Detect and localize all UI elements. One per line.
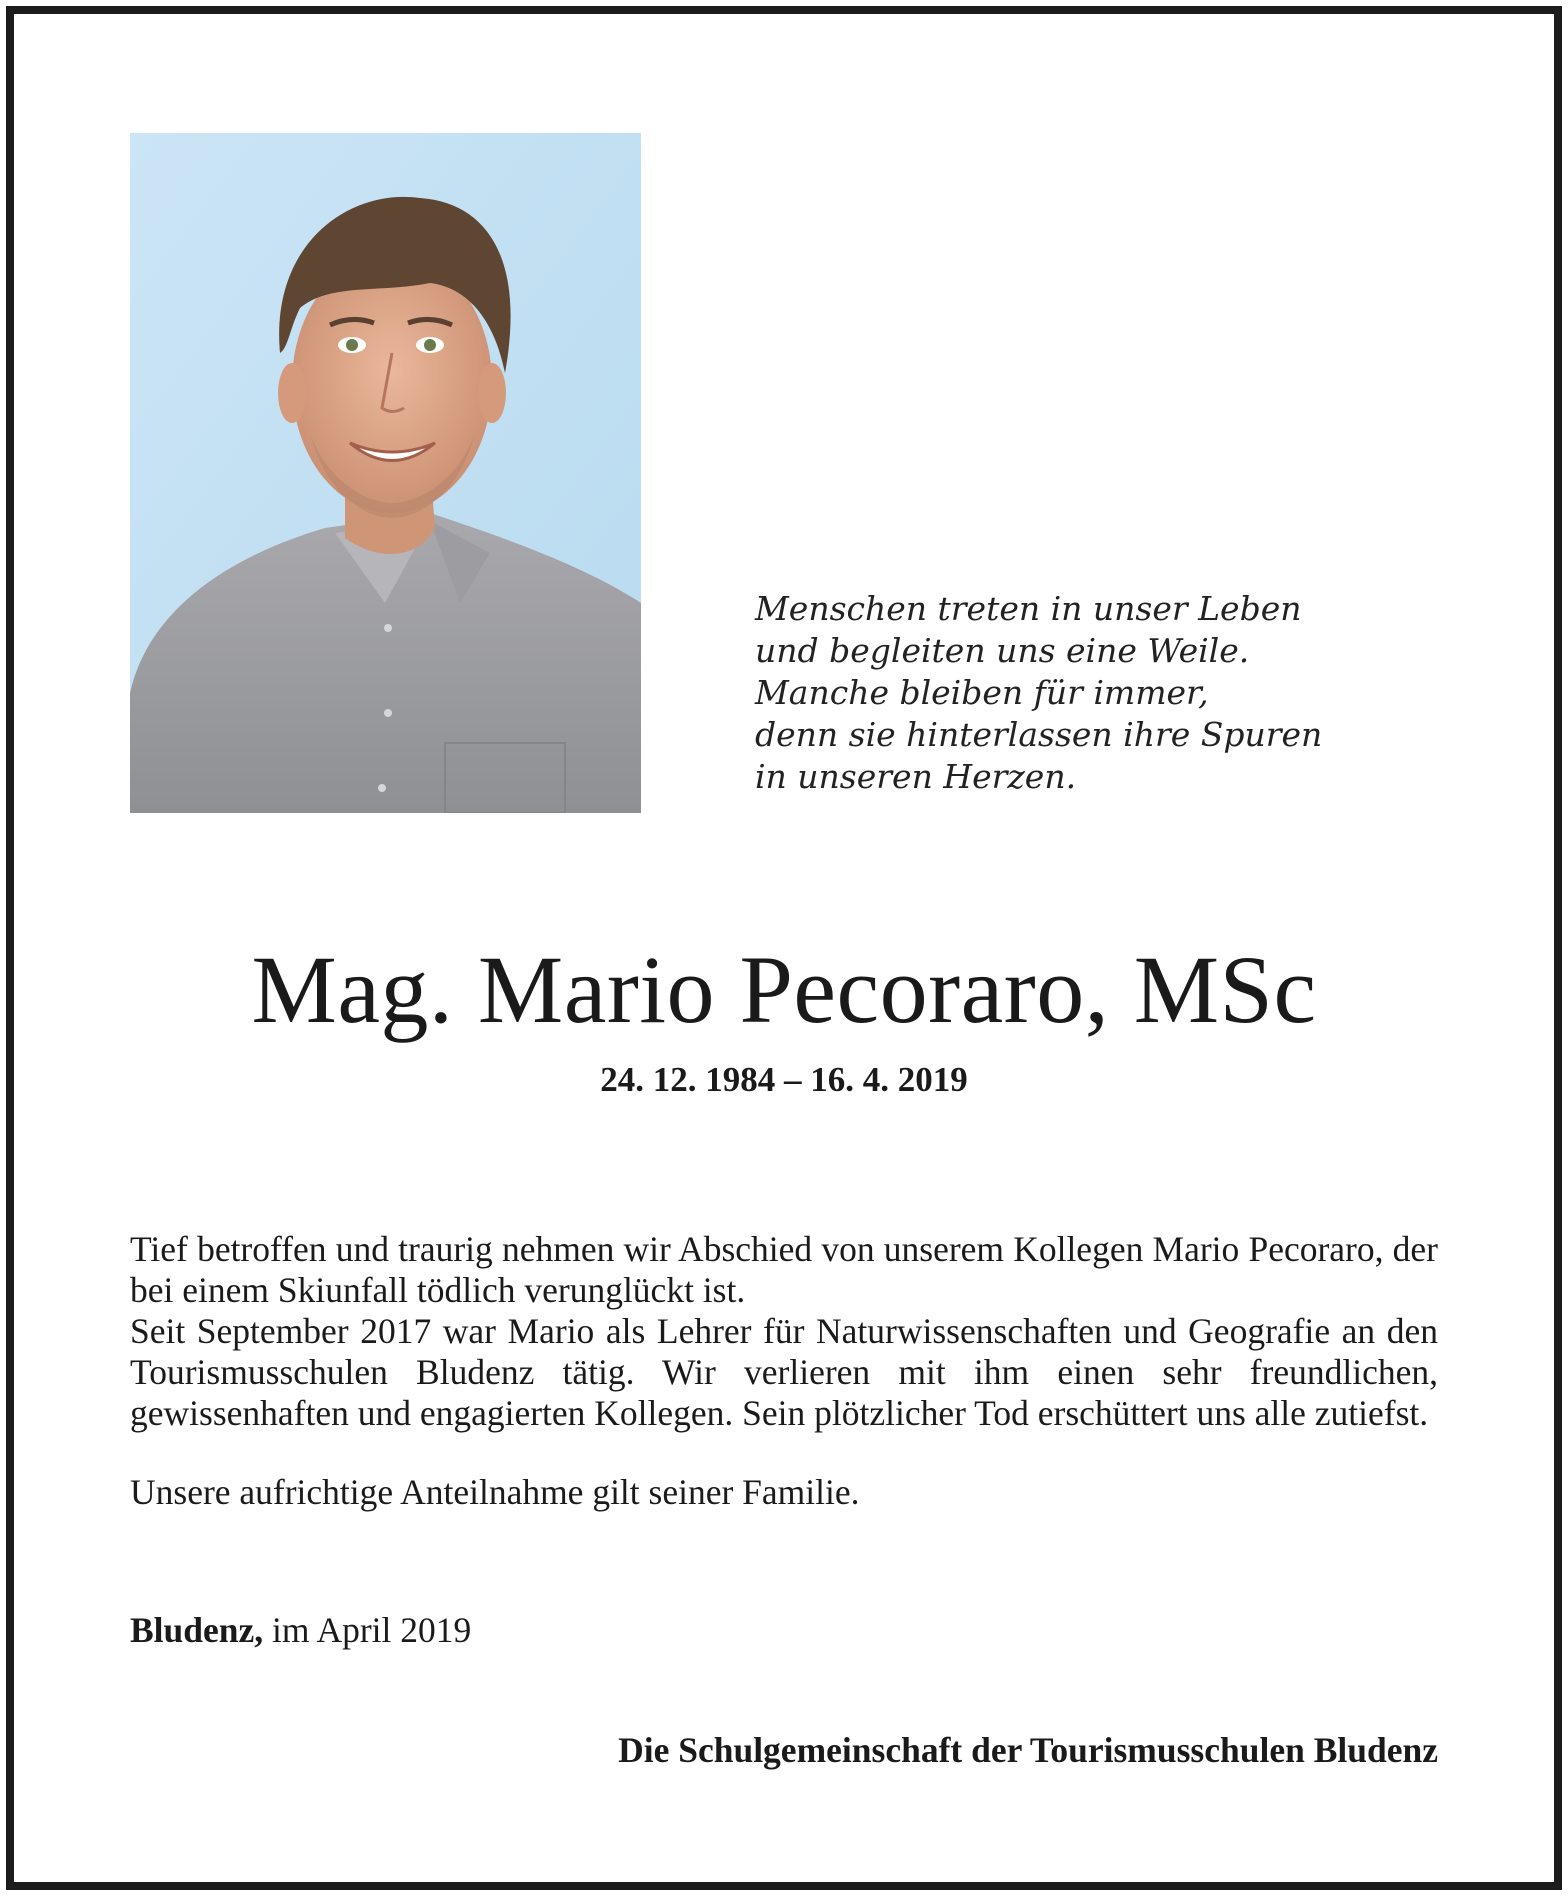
life-dates: 24. 12. 1984 – 16. 4. 2019 (600, 1060, 968, 1099)
place: Bludenz, (130, 1610, 264, 1650)
poem-line: Manche bleiben für immer, (755, 673, 1209, 712)
date: im April 2019 (272, 1610, 472, 1650)
memorial-poem (755, 588, 1323, 798)
condolence-message (130, 1229, 1438, 1513)
message-paragraph: Tief betroffen und traurig nehmen wir Abschied von unserem Kollegen Mario Pecoraro, der bei einem Skiunfall tödlich verunglückt ist. (130, 1229, 1438, 1310)
signature: Die Schulgemeinschaft der Tourismusschulen Bludenz (618, 1730, 1438, 1770)
message-paragraph: Unsere aufrichtige Anteilnahme gilt seiner Familie. (130, 1472, 860, 1512)
place-and-date (130, 1608, 471, 1652)
portrait-photo (130, 133, 641, 813)
deceased-name: Mag. Mario Pecoraro, MSc (251, 936, 1317, 1043)
poem-line: und begleiten uns eine Weile. (755, 631, 1250, 670)
portrait-photo-icon (130, 133, 641, 813)
poem-line: Menschen treten in unser Leben (755, 589, 1302, 628)
poem-line: denn sie hinterlassen ihre Spuren (755, 715, 1323, 754)
poem-line: in unseren Herzen. (755, 757, 1077, 796)
message-paragraph: Seit September 2017 war Mario als Lehrer für Naturwissenschaften und Geografie an den Tourismusschulen Bludenz tätig. Wir verlieren mit ihm einen sehr freundlichen, gewissenhaften und engagierten Kollegen. Sein plötzlicher Tod erschüttert uns alle zutiefst. (130, 1311, 1438, 1433)
